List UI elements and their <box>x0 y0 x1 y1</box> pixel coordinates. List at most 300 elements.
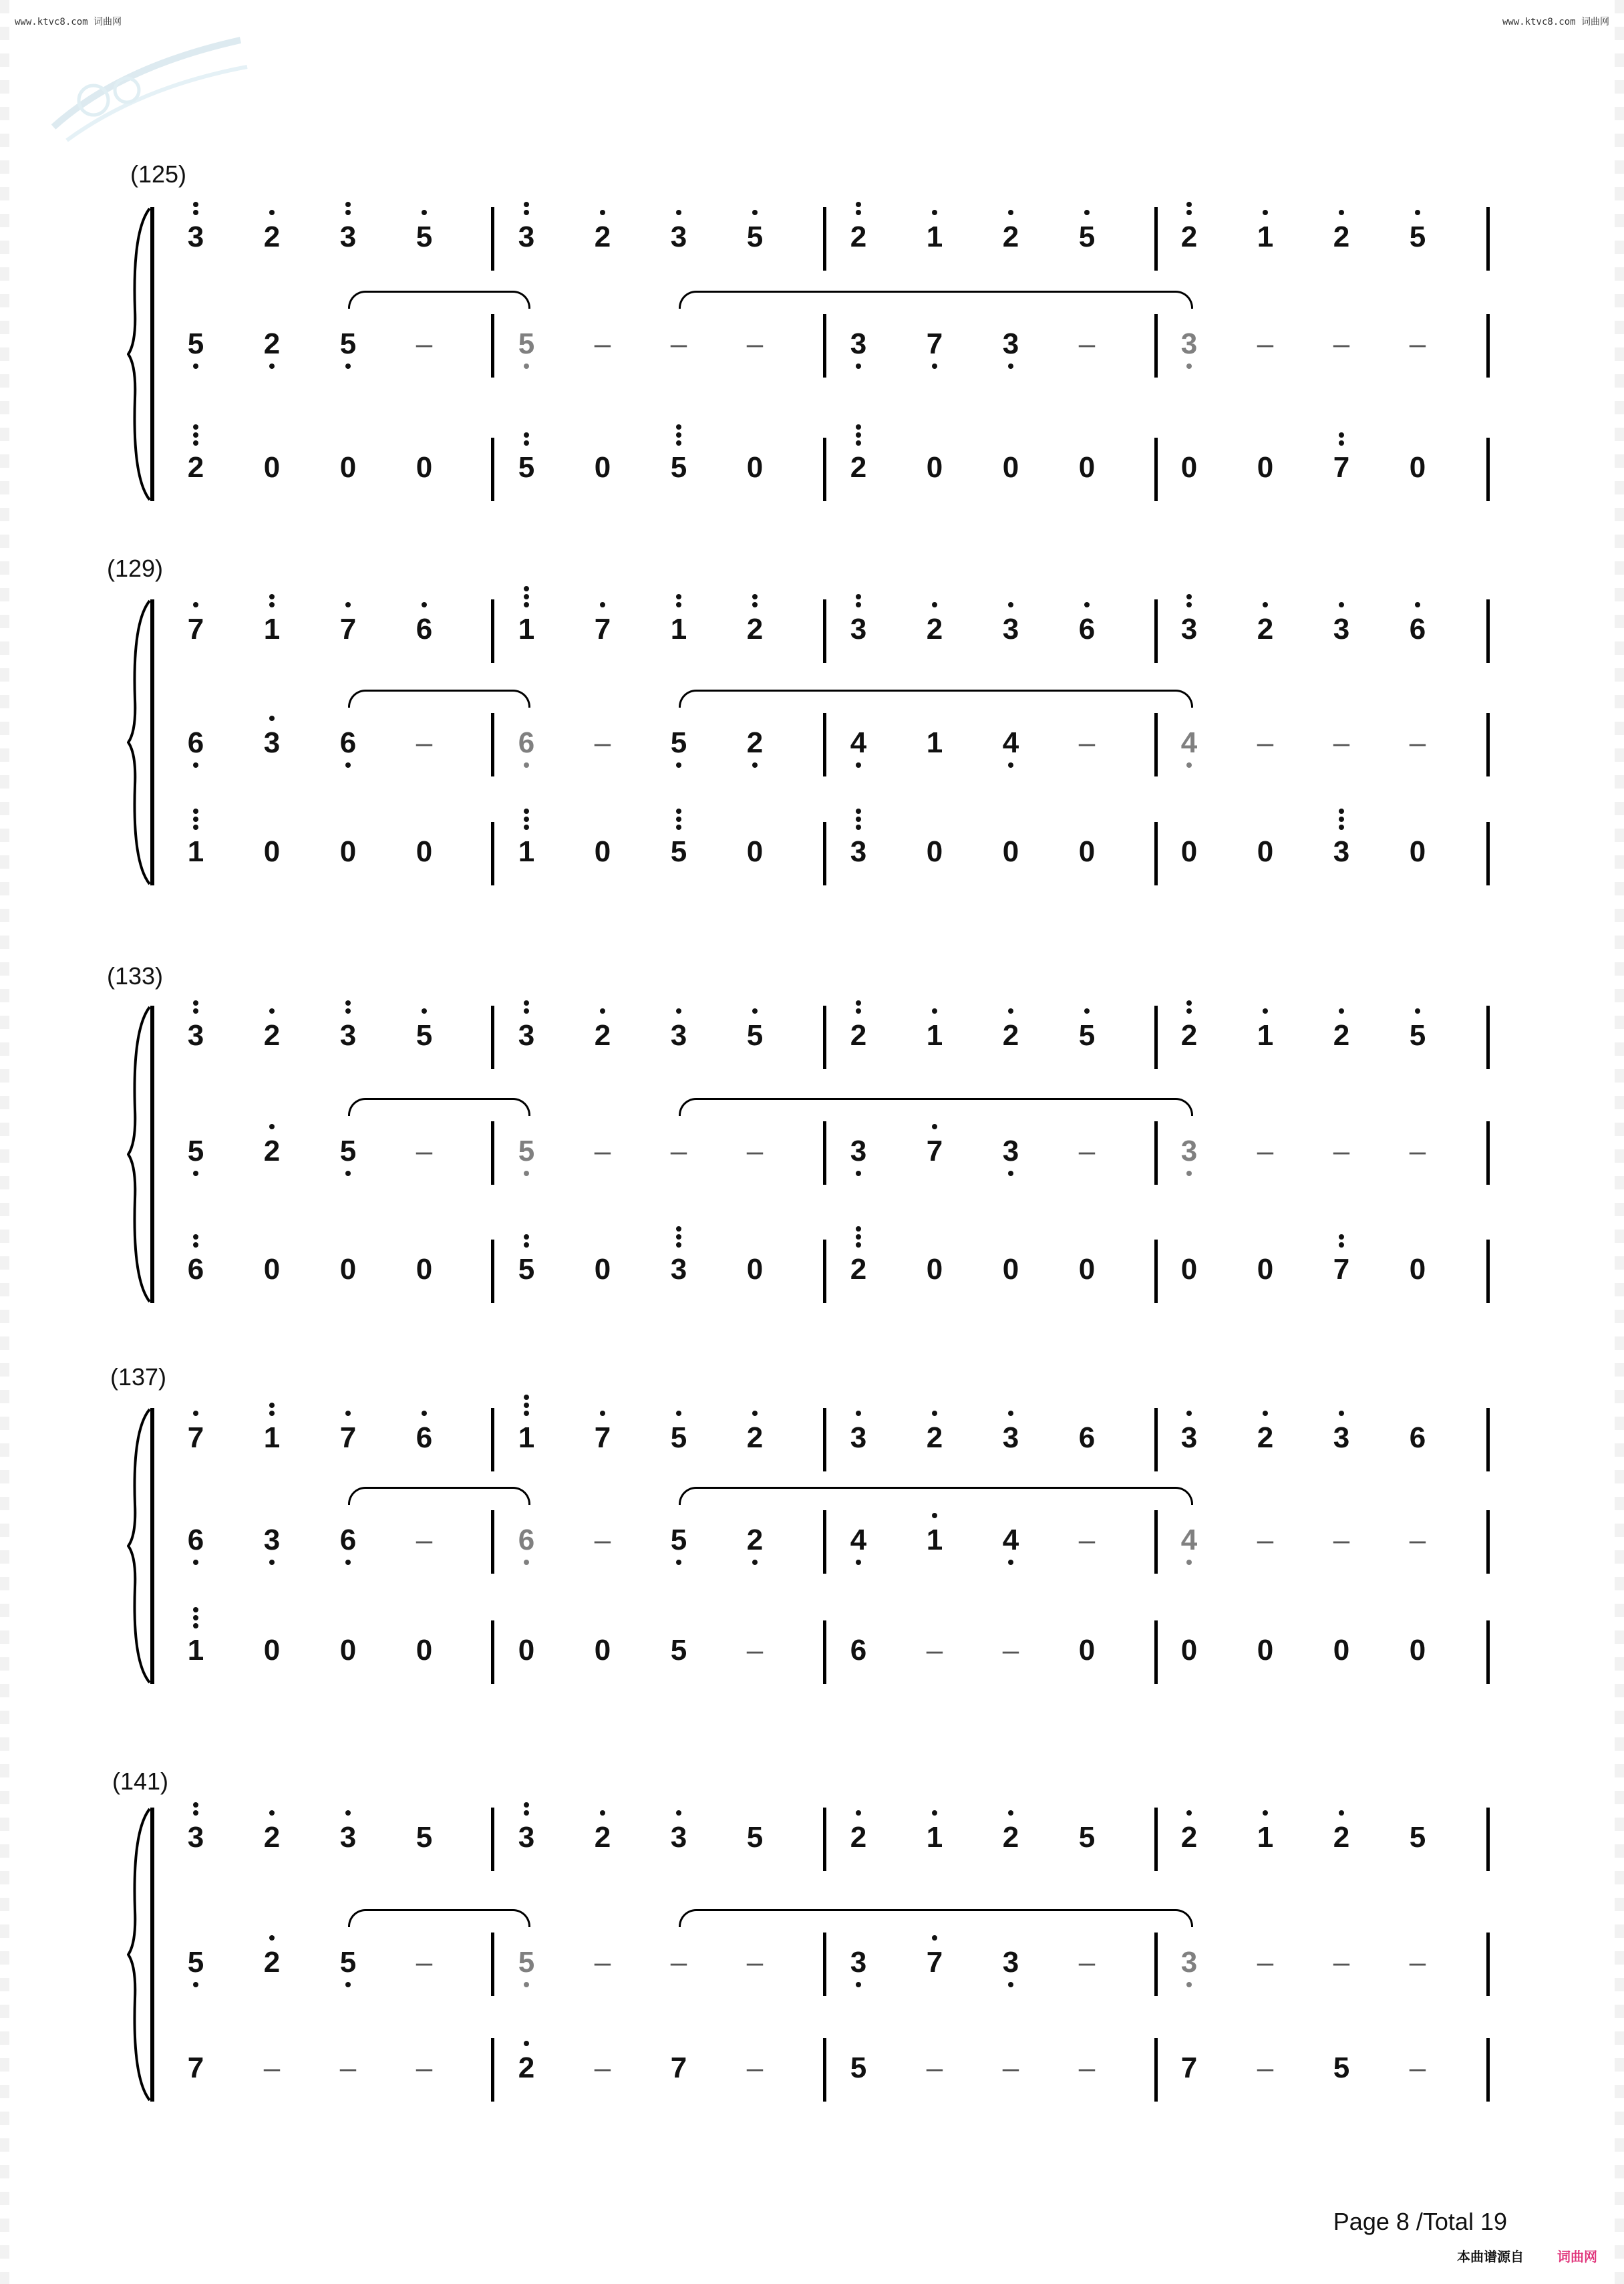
octave-down-dots <box>252 364 292 372</box>
octave-up-dots <box>506 809 546 833</box>
sustain-dash: – <box>1257 1946 1274 1979</box>
barline <box>1154 1510 1158 1574</box>
sustain-dash: – <box>1333 1135 1350 1167</box>
octave-up-dots <box>915 1008 955 1016</box>
octave-up-dots <box>838 809 878 833</box>
note: 0 <box>1333 1634 1350 1667</box>
note: 1 <box>176 1634 216 1667</box>
barline <box>1154 438 1158 501</box>
note: 3 <box>328 1821 368 1854</box>
note: 5 <box>746 1821 764 1854</box>
octave-down-dots <box>991 1982 1031 1990</box>
note: 1 <box>1245 1019 1285 1052</box>
note: 0 <box>1409 451 1426 484</box>
note: 5 <box>176 327 216 361</box>
note: 0 <box>926 1253 943 1286</box>
octave-up-dots <box>506 1000 546 1016</box>
barline <box>1154 314 1158 378</box>
note: 7 <box>1321 451 1361 484</box>
tie-arc <box>679 690 1193 708</box>
note: 4 <box>1169 726 1209 760</box>
note: 2 <box>991 1019 1031 1052</box>
note: 3 <box>991 613 1031 646</box>
note: 0 <box>339 835 357 868</box>
note: 2 <box>583 1821 623 1854</box>
barline <box>823 207 826 271</box>
octave-up-dots <box>252 1124 292 1132</box>
sustain-dash: – <box>1409 1946 1426 1979</box>
octave-up-dots <box>252 1403 292 1419</box>
barline <box>1486 1121 1490 1185</box>
sustain-dash: – <box>746 327 764 360</box>
octave-down-dots <box>991 762 1031 770</box>
sustain-dash: – <box>1257 726 1274 759</box>
note: 0 <box>263 451 281 484</box>
octave-up-dots <box>176 602 216 610</box>
barline <box>823 1510 826 1574</box>
sustain-dash: – <box>1333 1524 1350 1556</box>
octave-up-dots <box>1321 210 1361 218</box>
octave-up-dots <box>252 1008 292 1016</box>
note: 3 <box>176 1821 216 1854</box>
measure-number: (125) <box>130 160 187 188</box>
note: 5 <box>659 1524 699 1557</box>
note: 0 <box>263 1253 281 1286</box>
note: 1 <box>252 1421 292 1455</box>
note: 2 <box>252 1821 292 1854</box>
note: 3 <box>838 835 878 869</box>
barline <box>1486 599 1490 663</box>
note: 3 <box>838 1421 878 1455</box>
octave-up-dots <box>252 594 292 610</box>
note: 3 <box>1169 1135 1209 1168</box>
note: 3 <box>991 1421 1031 1455</box>
note: 0 <box>1409 1253 1426 1286</box>
note: 0 <box>263 1634 281 1667</box>
octave-down-dots <box>735 762 775 770</box>
octave-up-dots <box>838 202 878 218</box>
note: 4 <box>1169 1524 1209 1557</box>
note: 7 <box>176 1421 216 1455</box>
barline <box>1154 1933 1158 1996</box>
octave-up-dots <box>1321 809 1361 833</box>
note: 7 <box>915 327 955 361</box>
tie-arc <box>679 1487 1193 1505</box>
tie-arc <box>348 291 530 309</box>
octave-up-dots <box>915 1513 955 1521</box>
measure-number: (129) <box>107 555 164 582</box>
site-watermark-right: www.ktvc8.com 词曲网 <box>1502 17 1609 27</box>
note: 3 <box>838 613 878 646</box>
sustain-dash: – <box>670 1135 687 1167</box>
octave-up-dots <box>991 210 1031 218</box>
sustain-dash: – <box>594 1524 611 1556</box>
note: 3 <box>659 1253 699 1286</box>
note: 5 <box>1409 1821 1426 1854</box>
octave-down-dots <box>176 1171 216 1179</box>
barline <box>1154 1408 1158 1471</box>
octave-down-dots <box>1169 1982 1209 1990</box>
barline <box>491 314 494 378</box>
note: 5 <box>328 1135 368 1168</box>
octave-up-dots <box>838 1810 878 1818</box>
octave-up-dots <box>1169 1411 1209 1419</box>
barline <box>1486 1620 1490 1684</box>
note: 1 <box>915 1524 955 1557</box>
barline <box>1154 599 1158 663</box>
octave-up-dots <box>991 1411 1031 1419</box>
sustain-dash: – <box>746 1135 764 1167</box>
octave-up-dots <box>1067 1008 1107 1016</box>
sustain-dash: – <box>1257 327 1274 360</box>
octave-down-dots <box>838 1982 878 1990</box>
note: 7 <box>187 2051 204 2084</box>
note: 1 <box>506 835 546 869</box>
note: 5 <box>659 1421 699 1455</box>
note: 0 <box>339 1634 357 1667</box>
page-indicator: Page 8 /Total 19 <box>1333 2208 1507 2235</box>
barline <box>1154 1240 1158 1303</box>
note: 0 <box>416 1253 433 1286</box>
note: 1 <box>252 613 292 646</box>
octave-up-dots <box>252 210 292 218</box>
octave-up-dots <box>328 1000 368 1016</box>
octave-up-dots <box>176 809 216 833</box>
note: 1 <box>915 1019 955 1052</box>
octave-up-dots <box>1067 210 1107 218</box>
sustain-dash: – <box>1078 1946 1096 1979</box>
note: 5 <box>506 327 546 361</box>
note: 1 <box>176 835 216 869</box>
note: 0 <box>339 451 357 484</box>
note: 2 <box>915 613 955 646</box>
note: 7 <box>328 613 368 646</box>
barline <box>491 1408 494 1471</box>
octave-up-dots <box>1245 1411 1285 1419</box>
note: 2 <box>506 2051 546 2085</box>
note: 2 <box>915 1421 955 1455</box>
system-brace <box>127 1006 154 1303</box>
source-label: 本曲谱源自 <box>1457 2250 1524 2265</box>
tie-arc <box>679 291 1193 309</box>
barline <box>1154 1006 1158 1069</box>
note: 4 <box>838 726 878 760</box>
note: 3 <box>506 221 546 254</box>
barline <box>823 1808 826 1871</box>
note: 3 <box>506 1019 546 1052</box>
note: 5 <box>1078 1821 1096 1854</box>
note: 7 <box>915 1946 955 1979</box>
octave-down-dots <box>176 364 216 372</box>
octave-up-dots <box>659 1411 699 1419</box>
octave-down-dots <box>915 364 955 372</box>
note: 1 <box>915 1821 955 1854</box>
note: 5 <box>416 1821 433 1854</box>
note: 1 <box>506 613 546 646</box>
decorative-logo-swoosh <box>40 27 254 147</box>
octave-up-dots <box>915 210 955 218</box>
note: 2 <box>1169 1821 1209 1854</box>
barline <box>491 1240 494 1303</box>
tie-arc <box>348 1487 530 1505</box>
barline <box>1154 822 1158 885</box>
site-watermark-left: www.ktvc8.com 词曲网 <box>15 17 122 27</box>
note: 0 <box>1257 1253 1274 1286</box>
octave-up-dots <box>328 202 368 218</box>
note: 2 <box>252 1946 292 1979</box>
octave-up-dots <box>252 716 292 724</box>
note: 6 <box>328 1524 368 1557</box>
note: 5 <box>506 1135 546 1168</box>
system-left-line <box>150 1006 154 1303</box>
octave-down-dots <box>252 1560 292 1568</box>
sustain-dash: – <box>1078 726 1096 759</box>
octave-up-dots <box>506 2041 546 2049</box>
octave-up-dots <box>1245 1008 1285 1016</box>
note: 2 <box>1321 1019 1361 1052</box>
octave-up-dots <box>915 602 955 610</box>
octave-up-dots <box>1321 432 1361 448</box>
octave-down-dots <box>176 1560 216 1568</box>
note: 5 <box>506 451 546 484</box>
note: 5 <box>506 1253 546 1286</box>
octave-down-dots <box>991 1171 1031 1179</box>
barline <box>1486 2038 1490 2102</box>
note: 1 <box>915 221 955 254</box>
note: 5 <box>176 1946 216 1979</box>
note: 6 <box>506 726 546 760</box>
sustain-dash: – <box>1078 1524 1096 1556</box>
barline <box>1154 1808 1158 1871</box>
note: 7 <box>328 1421 368 1455</box>
system-brace <box>127 1808 154 2102</box>
barline <box>823 1620 826 1684</box>
note: 0 <box>594 835 611 868</box>
octave-down-dots <box>991 364 1031 372</box>
barline <box>491 207 494 271</box>
system-brace <box>127 1408 154 1684</box>
note: 2 <box>583 221 623 254</box>
note: 7 <box>1321 1253 1361 1286</box>
note: 7 <box>583 1421 623 1455</box>
system-brace <box>127 599 154 885</box>
sustain-dash: – <box>1333 1946 1350 1979</box>
note: 3 <box>991 1135 1031 1168</box>
note: 0 <box>926 451 943 484</box>
sustain-dash: – <box>1409 1524 1426 1556</box>
octave-down-dots <box>1169 762 1209 770</box>
barline <box>823 314 826 378</box>
sustain-dash: – <box>746 1634 764 1667</box>
sustain-dash: – <box>1409 726 1426 759</box>
sustain-dash: – <box>746 1946 764 1979</box>
octave-up-dots <box>506 432 546 448</box>
note: 3 <box>1321 835 1361 869</box>
note: 2 <box>838 221 878 254</box>
octave-down-dots <box>838 1171 878 1179</box>
note: 6 <box>850 1634 867 1667</box>
note: 0 <box>594 1634 611 1667</box>
octave-up-dots <box>404 210 444 218</box>
sustain-dash: – <box>1078 1135 1096 1167</box>
note: 0 <box>1180 1253 1198 1286</box>
barline <box>491 1808 494 1871</box>
note: 0 <box>339 1253 357 1286</box>
note: 6 <box>176 1524 216 1557</box>
note: 2 <box>735 726 775 760</box>
sustain-dash: – <box>416 726 433 759</box>
note: 2 <box>252 1019 292 1052</box>
note: 3 <box>991 327 1031 361</box>
note: 0 <box>263 835 281 868</box>
note: 0 <box>1180 835 1198 868</box>
octave-up-dots <box>404 1411 444 1419</box>
octave-up-dots <box>252 1935 292 1943</box>
sustain-dash: – <box>416 327 433 360</box>
note: 3 <box>328 1019 368 1052</box>
sustain-dash: – <box>670 1946 687 1979</box>
sustain-dash: – <box>1333 726 1350 759</box>
barline <box>823 2038 826 2102</box>
note: 2 <box>1321 221 1361 254</box>
octave-up-dots <box>506 1395 546 1419</box>
sustain-dash: – <box>594 1135 611 1167</box>
note: 5 <box>404 1019 444 1052</box>
barline <box>491 713 494 776</box>
note: 1 <box>1245 221 1285 254</box>
note: 6 <box>404 1421 444 1455</box>
sustain-dash: – <box>670 327 687 360</box>
octave-up-dots <box>583 1008 623 1016</box>
barline <box>1154 207 1158 271</box>
note: 7 <box>1180 2051 1198 2084</box>
sustain-dash: – <box>1078 2051 1096 2084</box>
octave-up-dots <box>1321 1234 1361 1250</box>
octave-up-dots <box>506 1234 546 1250</box>
note: 0 <box>1180 451 1198 484</box>
note: 0 <box>1078 835 1096 868</box>
barline <box>823 1408 826 1471</box>
note: 6 <box>176 726 216 760</box>
note: 2 <box>252 327 292 361</box>
note: 0 <box>416 835 433 868</box>
barline <box>823 822 826 885</box>
system-left-line <box>150 599 154 885</box>
note: 3 <box>1169 613 1209 646</box>
octave-up-dots <box>838 1411 878 1419</box>
octave-up-dots <box>176 424 216 448</box>
octave-down-dots <box>328 1560 368 1568</box>
note: 1 <box>506 1421 546 1455</box>
note: 5 <box>735 221 775 254</box>
barline <box>823 713 826 776</box>
sustain-dash: – <box>1078 327 1096 360</box>
note: 2 <box>1245 613 1285 646</box>
octave-down-dots <box>659 762 699 770</box>
note: 5 <box>1067 1019 1107 1052</box>
note: 0 <box>1180 1634 1198 1667</box>
sustain-dash: – <box>263 2051 281 2084</box>
octave-up-dots <box>404 1008 444 1016</box>
octave-up-dots <box>915 1935 955 1943</box>
note: 5 <box>1333 2051 1350 2084</box>
note: 1 <box>659 613 699 646</box>
barline <box>823 1240 826 1303</box>
note: 5 <box>328 327 368 361</box>
note: 3 <box>506 1821 546 1854</box>
octave-down-dots <box>328 1171 368 1179</box>
octave-up-dots <box>583 602 623 610</box>
octave-down-dots <box>1169 364 1209 372</box>
octave-down-dots <box>506 1982 546 1990</box>
octave-up-dots <box>659 1226 699 1250</box>
note: 7 <box>176 613 216 646</box>
sustain-dash: – <box>1257 1135 1274 1167</box>
left-page-edge <box>0 0 9 2284</box>
octave-down-dots <box>838 1560 878 1568</box>
barline <box>1486 822 1490 885</box>
octave-up-dots <box>735 594 775 610</box>
sustain-dash: – <box>1409 2051 1426 2084</box>
sustain-dash: – <box>339 2051 357 2084</box>
barline <box>491 1620 494 1684</box>
note: 3 <box>659 221 699 254</box>
barline <box>1486 207 1490 271</box>
octave-up-dots <box>1169 594 1209 610</box>
note: 7 <box>915 1135 955 1168</box>
note: 6 <box>1078 1421 1096 1454</box>
note: 3 <box>1169 1946 1209 1979</box>
note: 3 <box>1321 1421 1361 1455</box>
barline <box>491 822 494 885</box>
barline <box>1486 1933 1490 1996</box>
octave-up-dots <box>176 1411 216 1419</box>
note: 3 <box>659 1019 699 1052</box>
note: 5 <box>328 1946 368 1979</box>
note: 5 <box>735 1019 775 1052</box>
octave-up-dots <box>915 1411 955 1419</box>
note: 5 <box>404 221 444 254</box>
sustain-dash: – <box>1409 1135 1426 1167</box>
barline <box>491 1510 494 1574</box>
barline <box>823 1933 826 1996</box>
tie-arc <box>348 690 530 708</box>
octave-down-dots <box>328 762 368 770</box>
octave-up-dots <box>1245 1810 1285 1818</box>
sustain-dash: – <box>1002 1634 1019 1667</box>
note: 0 <box>1257 451 1274 484</box>
barline <box>823 1121 826 1185</box>
barline <box>1486 314 1490 378</box>
sustain-dash: – <box>416 2051 433 2084</box>
note: 6 <box>176 1253 216 1286</box>
system-left-line <box>150 1808 154 2102</box>
note: 3 <box>328 221 368 254</box>
note: 3 <box>252 1524 292 1557</box>
tie-arc <box>348 1909 530 1927</box>
octave-up-dots <box>659 809 699 833</box>
measure-number: (141) <box>112 1767 169 1795</box>
note: 6 <box>328 726 368 760</box>
note: 0 <box>1002 451 1019 484</box>
octave-up-dots <box>328 1810 368 1818</box>
sustain-dash: – <box>1409 327 1426 360</box>
note: 2 <box>735 1421 775 1455</box>
octave-up-dots <box>176 1607 216 1631</box>
note: 5 <box>659 726 699 760</box>
octave-up-dots <box>583 1411 623 1419</box>
octave-up-dots <box>176 202 216 218</box>
